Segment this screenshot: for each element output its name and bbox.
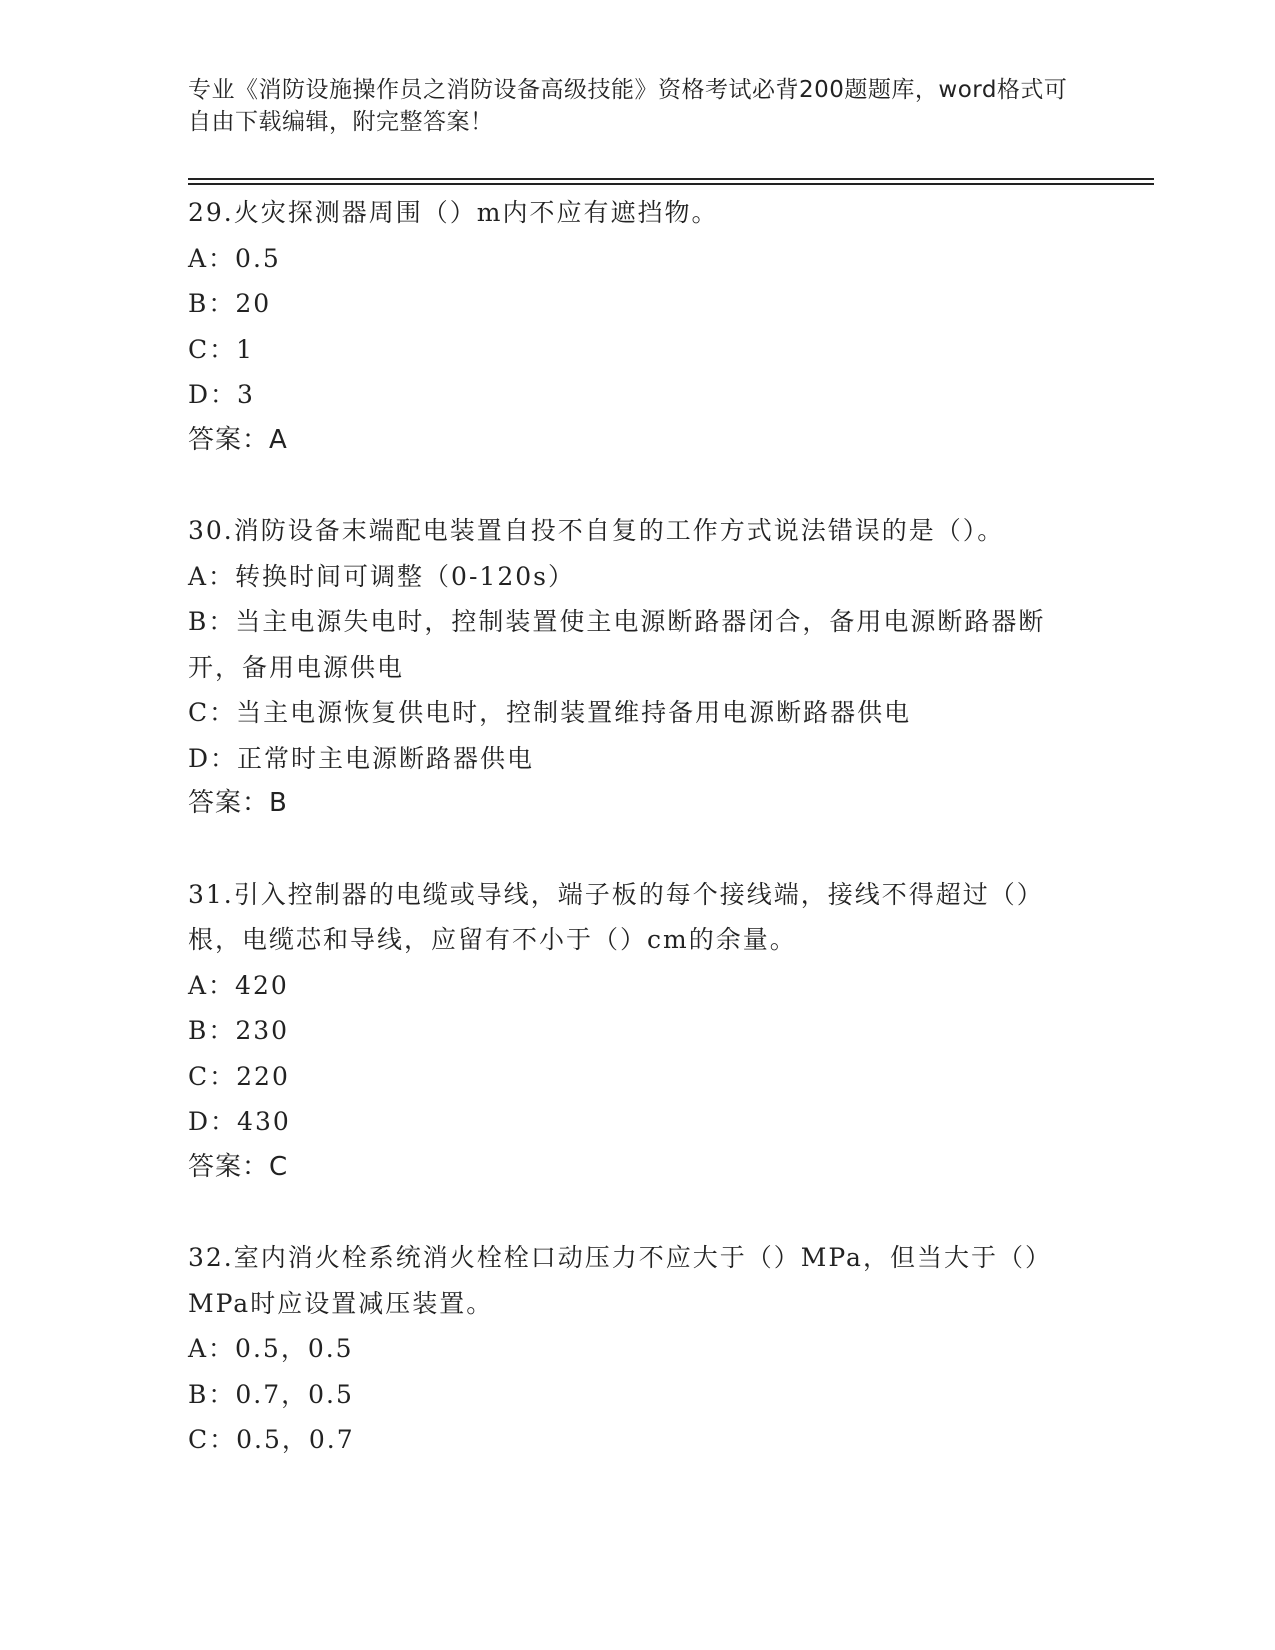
option-c: C：0.5，0.7: [188, 1425, 355, 1454]
question-list: [188, 190, 1088, 1463]
option-d: D：3: [188, 380, 255, 409]
question-31: [188, 872, 1088, 1191]
answer-label: 答案：A: [188, 424, 288, 455]
option-d: D：430: [188, 1107, 291, 1136]
question-stem: 32.室内消火栓系统消火栓栓口动压力不应大于（）MPa，但当大于（）MPa时应设置减压装置。: [188, 1243, 1052, 1318]
question-30: [188, 508, 1088, 827]
document-header: 专业《消防设施操作员之消防设备高级技能》资格考试必背200题题库，word格式可自由下载编辑，附完整答案！: [188, 77, 1068, 135]
header-rule-top: [188, 178, 1154, 180]
option-a: A：0.5，0.5: [188, 1334, 354, 1363]
question-29: [188, 190, 1088, 463]
option-b: B：20: [188, 289, 272, 318]
answer-label: 答案：C: [188, 1151, 289, 1182]
header-rule-bottom: [188, 183, 1154, 185]
option-c: C：220: [188, 1061, 290, 1091]
option-d: D：正常时主电源断路器供电: [188, 743, 535, 773]
option-a: A：0.5: [188, 243, 281, 273]
answer-label: 答案：B: [188, 788, 288, 818]
option-c: C：当主电源恢复供电时，控制装置维持备用电源断路器供电: [188, 698, 912, 727]
option-b: B：230: [188, 1016, 290, 1045]
option-a: A：420: [188, 970, 289, 1000]
question-stem: 29.火灾探测器周围（）m内不应有遮挡物。: [188, 198, 719, 227]
option-a: A：转换时间可调整（0-120s）: [188, 561, 575, 591]
question-stem: 31.引入控制器的电缆或导线，端子板的每个接线端，接线不得超过（）根，电缆芯和导线，应留有不小于（）cm的余量。: [188, 879, 1044, 954]
question-stem: 30.消防设备末端配电装置自投不自复的工作方式说法错误的是（）。: [188, 516, 1005, 545]
option-b: B：当主电源失电时，控制装置使主电源断路器闭合，备用电源断路器断开，备用电源供电: [188, 607, 1046, 682]
option-b: B：0.7，0.5: [188, 1379, 354, 1409]
question-32: [188, 1235, 1088, 1463]
option-c: C：1: [188, 334, 255, 364]
